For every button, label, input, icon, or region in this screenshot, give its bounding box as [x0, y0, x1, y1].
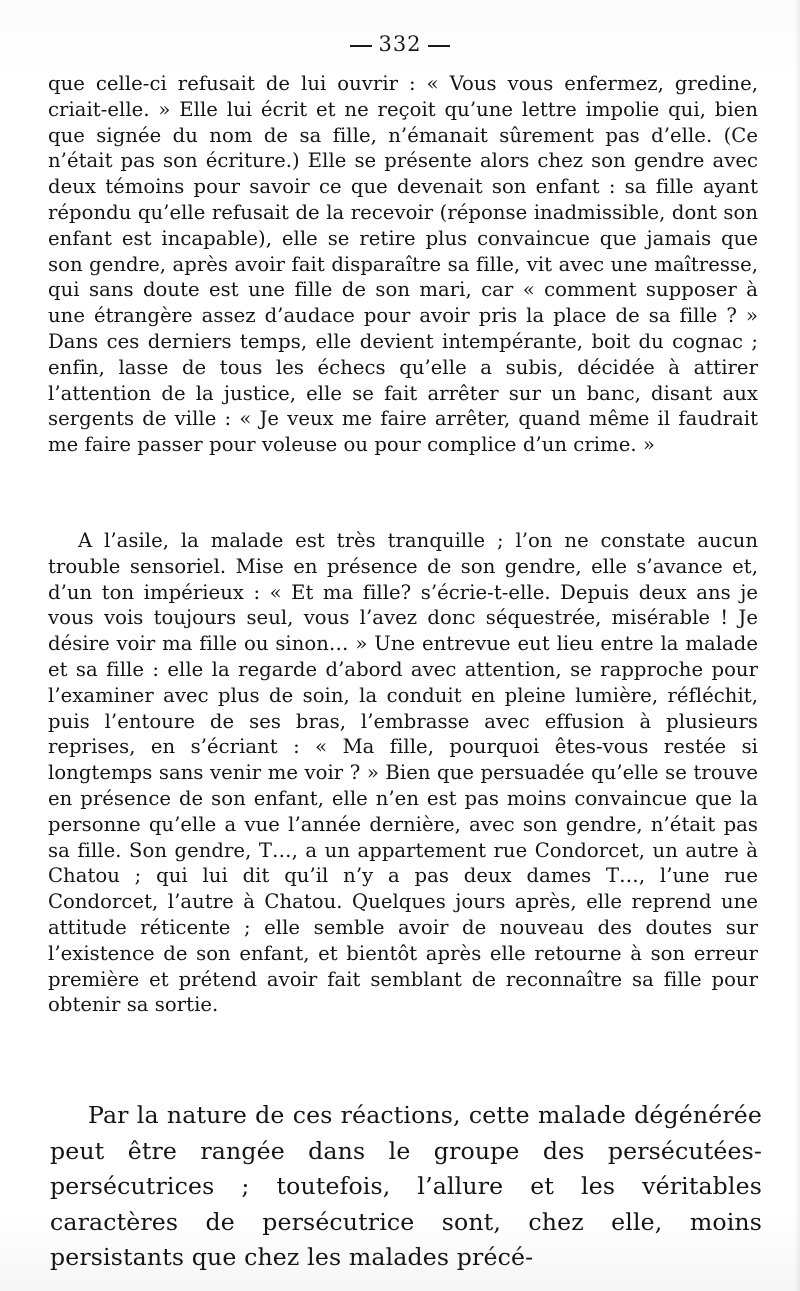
paragraph-commentary: Par la nature de ces réactions, cette malade dégénérée peut être rangée dans le groupe des persécutées-persécutrices ; toutefois, l’allure et les véritables caractères de persécutrice sont, chez elle, moins persistants que chez les malades précé- — [50, 1101, 762, 1271]
header-dash-right — [428, 45, 450, 47]
paragraph-continued: que celle-ci refusait de lui ouvrir : « Vous vous enfermez, gredine, criait-elle. » Elle lui écrit et ne reçoit qu’une lettre impolie qui, bien que signée du nom de sa fille, n’émanait sûrement pas d’elle. (Ce n’était pas son écriture.) Elle se présente alors chez son gendre avec deux témoins pour savoir ce que devenait son enfant : sa fille ayant répondu qu’elle refusait de la recevoir (réponse inadmissible, dont son enfant est incapable), elle se retire plus convaincue que jamais que son gendre, après avoir fait disparaître sa fille, vit avec une maîtresse, qui sans doute est une fille de son mari, car « comment supposer à une étrangère assez d’audace pour avoir pris la place de sa fille ? » Dans ces derniers temps, elle devient intempérante, boit du cognac ; enfin, lasse de tous les échecs qu’elle a subis, décidée à attirer l’attention de la justice, elle se fait arrêter sur un banc, disant aux sergents de ville : « Je veux me faire arrêter, quand même il faudrait me faire passer pour voleuse ou pour complice d’un crime. » — [48, 72, 758, 457]
page-number: 332 — [378, 32, 422, 56]
case-report-continued — [48, 71, 758, 458]
page-edge-shadow — [794, 0, 800, 1291]
commentary-block — [50, 1098, 762, 1276]
header-dash-left — [350, 45, 372, 47]
page-number-header — [0, 32, 800, 56]
case-report-asylum — [48, 528, 758, 1018]
paragraph-asylum: A l’asile, la malade est très tranquille ; l’on ne constate aucun trouble sensoriel. Mise en présence de son gendre, elle s’avance et, d’un ton impérieux : « Et ma fille? s’écrie-t-elle. Depuis deux ans je vous vois toujours seul, vous l’avez donc séquestrée, misérable ! Je désire voir ma fille ou sinon… » Une entrevue eut lieu entre la malade et sa fille : elle la regarde d’abord avec attention, se rapproche pour l’examiner avec plus de soin, la conduit en pleine lumière, réfléchit, puis l’entoure de ses bras, l’embrasse avec effusion à plusieurs reprises, en s’écriant : « Ma fille, pourquoi êtes-vous restée si longtemps sans venir me voir ? » Bien que persuadée qu’elle se trouve en présence de son enfant, elle n’en est pas moins convaincue que la personne qu’elle a vue l’année dernière, avec son gendre, n’était pas sa fille. Son gendre, T…, a un appartement rue Condorcet, un autre à Chatou ; qui lui dit qu’il n’y a pas deux dames T…, l’une rue Condorcet, l’autre à Chatou. Quelques jours après, elle reprend une attitude réticente ; elle semble avoir de nouveau des doutes sur l’existence de son enfant, et bientôt après elle retourne à son erreur première et prétend avoir fait semblant de reconnaître sa fille pour obtenir sa sortie. — [48, 529, 758, 1017]
